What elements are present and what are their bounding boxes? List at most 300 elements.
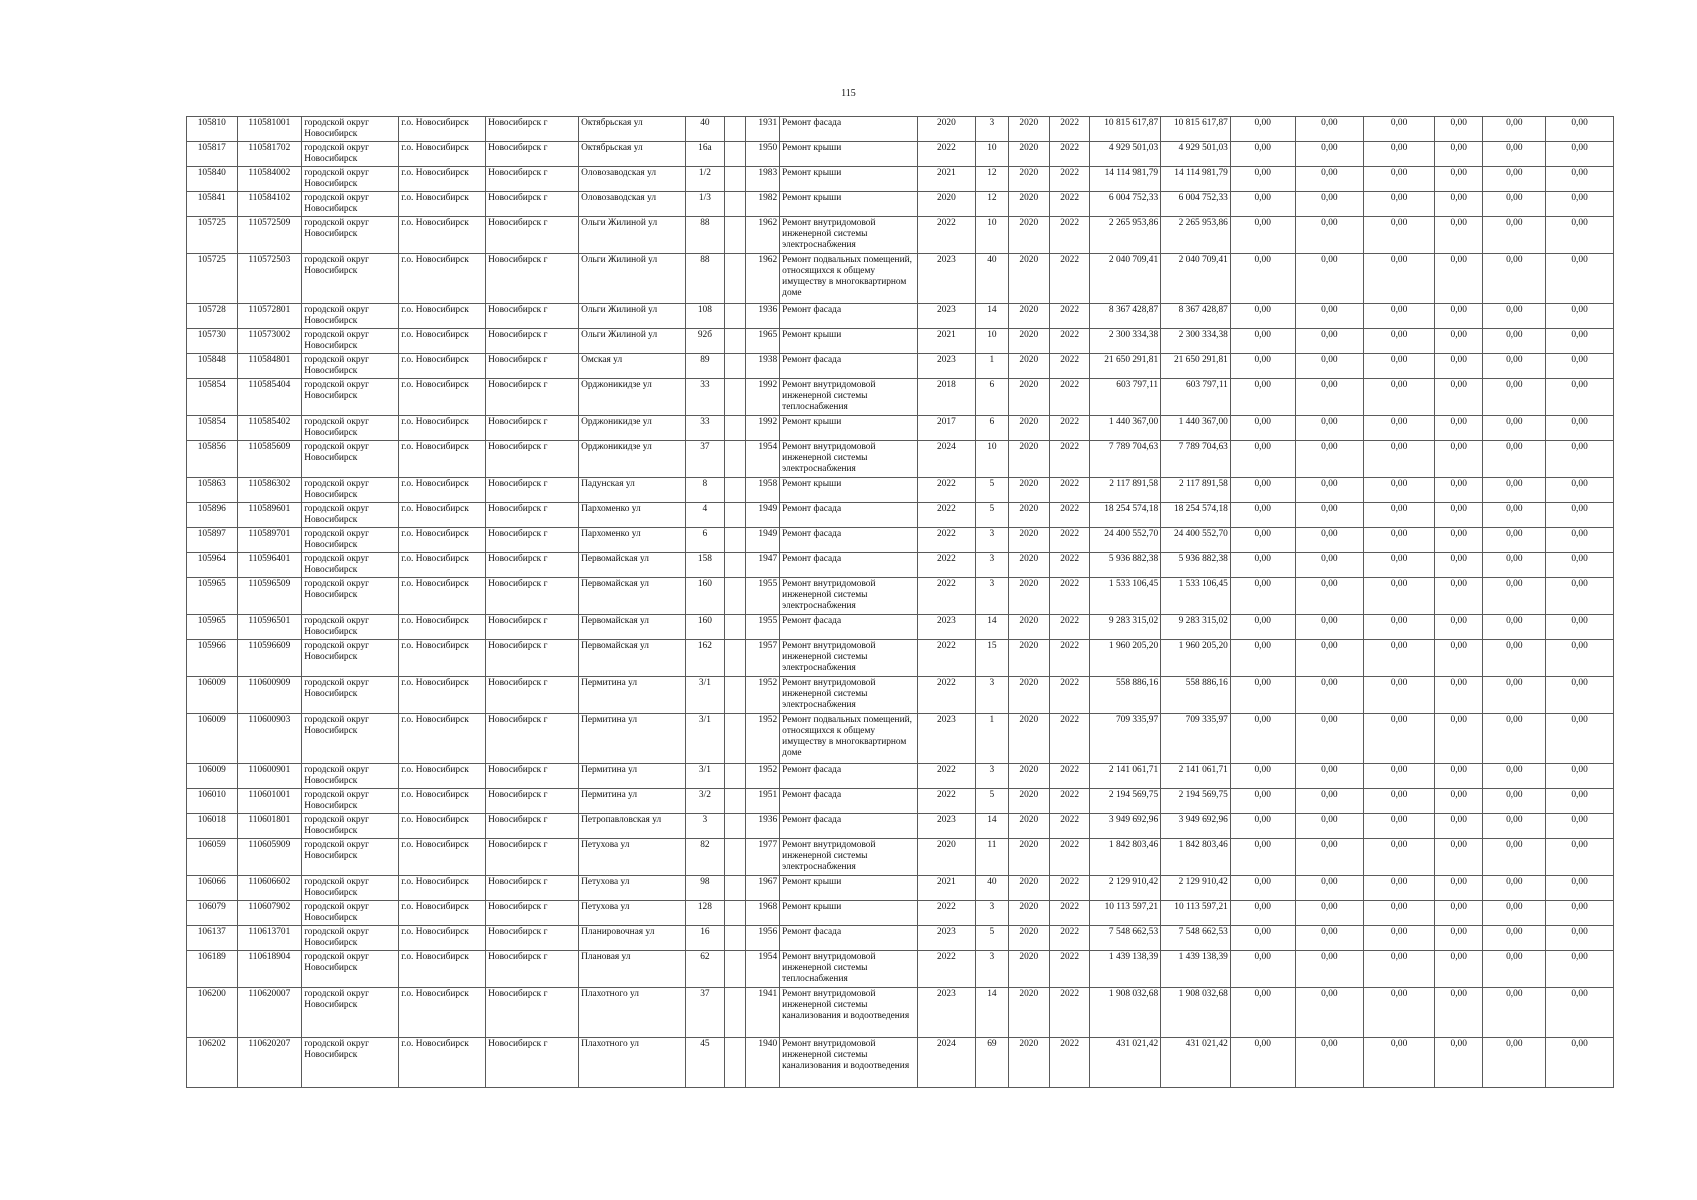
table-row	[187, 528, 1614, 553]
row-value-5: 0,00	[1483, 764, 1546, 789]
row-city: Новосибирск г	[486, 578, 579, 615]
row-cost-total: 24 400 552,70	[1161, 528, 1231, 553]
row-value-5: 0,00	[1483, 839, 1546, 876]
table-row	[187, 379, 1614, 416]
row-extra	[724, 578, 745, 615]
table-row	[187, 354, 1614, 379]
row-city-area: г.о. Новосибирск	[399, 117, 486, 142]
row-cost: 9 283 315,02	[1090, 615, 1161, 640]
row-work-type: Ремонт внутридомовой инженерной системы электроснабжения	[780, 217, 917, 254]
row-house: 37	[686, 441, 724, 478]
row-code: 110584002	[237, 167, 302, 192]
row-plan-year: 2021	[917, 167, 976, 192]
row-work-type: Ремонт подвальных помещений, относящихся к общему имуществу в многоквартирном доме	[780, 714, 917, 764]
row-code: 110572503	[237, 254, 302, 304]
row-build-year: 1940	[745, 1038, 779, 1088]
row-value-1: 0,00	[1230, 1038, 1295, 1088]
row-work-type: Ремонт крыши	[780, 192, 917, 217]
row-street: Ольги Жилиной ул	[579, 254, 686, 304]
row-house: 128	[686, 901, 724, 926]
row-number: 12	[976, 167, 1008, 192]
row-plan-year: 2022	[917, 789, 976, 814]
row-value-2: 0,00	[1295, 640, 1364, 677]
capital-repair-table	[186, 116, 1614, 1088]
row-plan-year: 2021	[917, 329, 976, 354]
table-row	[187, 441, 1614, 478]
row-cost: 21 650 291,81	[1090, 354, 1161, 379]
row-value-5: 0,00	[1483, 354, 1546, 379]
table-row	[187, 988, 1614, 1038]
row-value-1: 0,00	[1230, 192, 1295, 217]
row-value-4: 0,00	[1434, 503, 1483, 528]
row-district: городской округ Новосибирск	[302, 117, 399, 142]
row-value-4: 0,00	[1434, 926, 1483, 951]
row-number: 40	[976, 254, 1008, 304]
row-value-1: 0,00	[1230, 876, 1295, 901]
row-value-4: 0,00	[1434, 441, 1483, 478]
row-extra	[724, 1038, 745, 1088]
row-id: 105896	[187, 503, 238, 528]
row-year-start: 2020	[1008, 217, 1049, 254]
row-value-1: 0,00	[1230, 441, 1295, 478]
row-number: 69	[976, 1038, 1008, 1088]
row-value-4: 0,00	[1434, 217, 1483, 254]
row-city-area: г.о. Новосибирск	[399, 901, 486, 926]
row-year-start: 2020	[1008, 1038, 1049, 1088]
row-year-end: 2022	[1049, 764, 1089, 789]
row-cost: 2 117 891,58	[1090, 478, 1161, 503]
row-cost-total: 10 113 597,21	[1161, 901, 1231, 926]
row-year-end: 2022	[1049, 901, 1089, 926]
row-id: 105863	[187, 478, 238, 503]
row-value-4: 0,00	[1434, 553, 1483, 578]
row-plan-year: 2022	[917, 578, 976, 615]
row-value-5: 0,00	[1483, 528, 1546, 553]
row-city-area: г.о. Новосибирск	[399, 416, 486, 441]
row-cost: 5 936 882,38	[1090, 553, 1161, 578]
row-city: Новосибирск г	[486, 764, 579, 789]
row-value-6: 0,00	[1546, 640, 1614, 677]
row-city-area: г.о. Новосибирск	[399, 254, 486, 304]
row-value-2: 0,00	[1295, 478, 1364, 503]
row-extra	[724, 640, 745, 677]
row-cost: 1 440 367,00	[1090, 416, 1161, 441]
row-plan-year: 2022	[917, 217, 976, 254]
row-cost: 2 129 910,42	[1090, 876, 1161, 901]
row-city: Новосибирск г	[486, 117, 579, 142]
row-year-start: 2020	[1008, 677, 1049, 714]
row-year-end: 2022	[1049, 354, 1089, 379]
row-id: 105728	[187, 304, 238, 329]
row-number: 10	[976, 329, 1008, 354]
row-value-6: 0,00	[1546, 951, 1614, 988]
row-house: 8	[686, 478, 724, 503]
row-value-3: 0,00	[1364, 901, 1435, 926]
row-year-start: 2020	[1008, 615, 1049, 640]
row-city: Новосибирск г	[486, 142, 579, 167]
row-city-area: г.о. Новосибирск	[399, 503, 486, 528]
row-value-4: 0,00	[1434, 254, 1483, 304]
row-street: Петухова ул	[579, 901, 686, 926]
row-year-start: 2020	[1008, 814, 1049, 839]
row-cost: 18 254 574,18	[1090, 503, 1161, 528]
row-district: городской округ Новосибирск	[302, 926, 399, 951]
row-street: Планировочная ул	[579, 926, 686, 951]
row-value-3: 0,00	[1364, 528, 1435, 553]
row-code: 110613701	[237, 926, 302, 951]
row-year-end: 2022	[1049, 254, 1089, 304]
row-cost-total: 6 004 752,33	[1161, 192, 1231, 217]
row-year-end: 2022	[1049, 553, 1089, 578]
row-number: 5	[976, 926, 1008, 951]
row-year-start: 2020	[1008, 329, 1049, 354]
row-value-6: 0,00	[1546, 901, 1614, 926]
row-value-4: 0,00	[1434, 1038, 1483, 1088]
row-id: 106066	[187, 876, 238, 901]
row-id: 106200	[187, 988, 238, 1038]
row-value-6: 0,00	[1546, 714, 1614, 764]
row-year-start: 2020	[1008, 117, 1049, 142]
row-district: городской округ Новосибирск	[302, 354, 399, 379]
row-value-1: 0,00	[1230, 354, 1295, 379]
row-value-3: 0,00	[1364, 615, 1435, 640]
row-year-start: 2020	[1008, 764, 1049, 789]
row-city: Новосибирск г	[486, 441, 579, 478]
row-value-4: 0,00	[1434, 988, 1483, 1038]
row-city: Новосибирск г	[486, 640, 579, 677]
row-district: городской округ Новосибирск	[302, 814, 399, 839]
row-cost-total: 1 439 138,39	[1161, 951, 1231, 988]
row-value-3: 0,00	[1364, 167, 1435, 192]
row-value-1: 0,00	[1230, 901, 1295, 926]
row-value-2: 0,00	[1295, 254, 1364, 304]
row-value-3: 0,00	[1364, 926, 1435, 951]
row-value-6: 0,00	[1546, 988, 1614, 1038]
row-city-area: г.о. Новосибирск	[399, 876, 486, 901]
row-value-5: 0,00	[1483, 416, 1546, 441]
row-year-end: 2022	[1049, 304, 1089, 329]
row-cost: 709 335,97	[1090, 714, 1161, 764]
row-district: городской округ Новосибирск	[302, 304, 399, 329]
row-value-4: 0,00	[1434, 142, 1483, 167]
row-build-year: 1936	[745, 304, 779, 329]
row-year-start: 2020	[1008, 441, 1049, 478]
row-id: 105854	[187, 416, 238, 441]
row-year-start: 2020	[1008, 167, 1049, 192]
row-value-1: 0,00	[1230, 640, 1295, 677]
row-house: 3/1	[686, 677, 724, 714]
row-value-4: 0,00	[1434, 814, 1483, 839]
row-number: 5	[976, 789, 1008, 814]
row-number: 3	[976, 677, 1008, 714]
row-year-end: 2022	[1049, 988, 1089, 1038]
row-value-4: 0,00	[1434, 714, 1483, 764]
row-code: 110606602	[237, 876, 302, 901]
row-year-end: 2022	[1049, 1038, 1089, 1088]
row-cost: 1 439 138,39	[1090, 951, 1161, 988]
row-city: Новосибирск г	[486, 416, 579, 441]
row-work-type: Ремонт крыши	[780, 901, 917, 926]
row-value-5: 0,00	[1483, 677, 1546, 714]
row-house: 3/1	[686, 764, 724, 789]
row-year-end: 2022	[1049, 329, 1089, 354]
row-value-1: 0,00	[1230, 677, 1295, 714]
row-work-type: Ремонт внутридомовой инженерной системы электроснабжения	[780, 640, 917, 677]
row-plan-year: 2023	[917, 254, 976, 304]
row-street: Оловозаводская ул	[579, 192, 686, 217]
row-district: городской округ Новосибирск	[302, 714, 399, 764]
row-value-1: 0,00	[1230, 304, 1295, 329]
row-year-start: 2020	[1008, 714, 1049, 764]
row-value-2: 0,00	[1295, 1038, 1364, 1088]
row-value-6: 0,00	[1546, 789, 1614, 814]
row-extra	[724, 329, 745, 354]
row-value-3: 0,00	[1364, 379, 1435, 416]
row-value-1: 0,00	[1230, 951, 1295, 988]
row-id: 106010	[187, 789, 238, 814]
row-city: Новосибирск г	[486, 926, 579, 951]
row-value-5: 0,00	[1483, 192, 1546, 217]
row-build-year: 1955	[745, 615, 779, 640]
row-code: 110589601	[237, 503, 302, 528]
table-row	[187, 578, 1614, 615]
row-value-5: 0,00	[1483, 640, 1546, 677]
row-city: Новосибирск г	[486, 354, 579, 379]
row-street: Пермитина ул	[579, 714, 686, 764]
row-value-1: 0,00	[1230, 379, 1295, 416]
row-cost: 2 040 709,41	[1090, 254, 1161, 304]
row-value-4: 0,00	[1434, 789, 1483, 814]
row-extra	[724, 876, 745, 901]
row-value-2: 0,00	[1295, 578, 1364, 615]
row-street: Ольги Жилиной ул	[579, 304, 686, 329]
row-city-area: г.о. Новосибирск	[399, 304, 486, 329]
row-extra	[724, 441, 745, 478]
row-value-3: 0,00	[1364, 789, 1435, 814]
row-cost-total: 603 797,11	[1161, 379, 1231, 416]
row-value-1: 0,00	[1230, 926, 1295, 951]
row-value-6: 0,00	[1546, 503, 1614, 528]
row-value-6: 0,00	[1546, 839, 1614, 876]
row-work-type: Ремонт фасада	[780, 117, 917, 142]
row-work-type: Ремонт внутридомовой инженерной системы теплоснабжения	[780, 951, 917, 988]
row-plan-year: 2023	[917, 988, 976, 1038]
row-cost-total: 3 949 692,96	[1161, 814, 1231, 839]
row-year-end: 2022	[1049, 217, 1089, 254]
row-city-area: г.о. Новосибирск	[399, 951, 486, 988]
row-house: 158	[686, 553, 724, 578]
row-street: Первомайская ул	[579, 640, 686, 677]
row-city-area: г.о. Новосибирск	[399, 192, 486, 217]
row-value-2: 0,00	[1295, 217, 1364, 254]
row-cost: 1 960 205,20	[1090, 640, 1161, 677]
row-value-2: 0,00	[1295, 354, 1364, 379]
row-value-2: 0,00	[1295, 142, 1364, 167]
table-row	[187, 167, 1614, 192]
row-extra	[724, 553, 745, 578]
row-value-3: 0,00	[1364, 217, 1435, 254]
row-city-area: г.о. Новосибирск	[399, 217, 486, 254]
row-code: 110620007	[237, 988, 302, 1038]
row-value-3: 0,00	[1364, 329, 1435, 354]
row-value-6: 0,00	[1546, 876, 1614, 901]
row-year-end: 2022	[1049, 876, 1089, 901]
row-plan-year: 2024	[917, 441, 976, 478]
row-number: 10	[976, 217, 1008, 254]
row-value-5: 0,00	[1483, 578, 1546, 615]
row-extra	[724, 528, 745, 553]
row-value-3: 0,00	[1364, 117, 1435, 142]
row-value-4: 0,00	[1434, 677, 1483, 714]
table-row	[187, 304, 1614, 329]
row-value-1: 0,00	[1230, 578, 1295, 615]
row-house: 16а	[686, 142, 724, 167]
row-code: 110572801	[237, 304, 302, 329]
row-extra	[724, 839, 745, 876]
row-plan-year: 2020	[917, 117, 976, 142]
row-house: 37	[686, 988, 724, 1038]
row-code: 110596501	[237, 615, 302, 640]
row-build-year: 1941	[745, 988, 779, 1038]
row-district: городской округ Новосибирск	[302, 329, 399, 354]
row-value-3: 0,00	[1364, 553, 1435, 578]
row-cost-total: 2 194 569,75	[1161, 789, 1231, 814]
row-street: Октябрьская ул	[579, 117, 686, 142]
row-city: Новосибирск г	[486, 901, 579, 926]
row-work-type: Ремонт фасада	[780, 528, 917, 553]
row-year-start: 2020	[1008, 789, 1049, 814]
row-build-year: 1947	[745, 553, 779, 578]
row-value-3: 0,00	[1364, 677, 1435, 714]
row-year-start: 2020	[1008, 354, 1049, 379]
row-value-1: 0,00	[1230, 789, 1295, 814]
row-city: Новосибирск г	[486, 329, 579, 354]
row-extra	[724, 951, 745, 988]
row-street: Ольги Жилиной ул	[579, 217, 686, 254]
row-city: Новосибирск г	[486, 714, 579, 764]
row-build-year: 1957	[745, 640, 779, 677]
row-build-year: 1952	[745, 714, 779, 764]
row-number: 1	[976, 354, 1008, 379]
row-build-year: 1950	[745, 142, 779, 167]
row-street: Орджоникидзе ул	[579, 441, 686, 478]
row-value-6: 0,00	[1546, 379, 1614, 416]
row-extra	[724, 503, 745, 528]
row-cost-total: 7 548 662,53	[1161, 926, 1231, 951]
row-cost: 431 021,42	[1090, 1038, 1161, 1088]
row-id: 106059	[187, 839, 238, 876]
table-row	[187, 117, 1614, 142]
row-id: 105964	[187, 553, 238, 578]
row-work-type: Ремонт фасада	[780, 764, 917, 789]
row-city-area: г.о. Новосибирск	[399, 764, 486, 789]
row-plan-year: 2022	[917, 764, 976, 789]
row-code: 110584102	[237, 192, 302, 217]
row-value-4: 0,00	[1434, 528, 1483, 553]
row-code: 110585404	[237, 379, 302, 416]
row-number: 3	[976, 528, 1008, 553]
row-id: 105966	[187, 640, 238, 677]
row-value-6: 0,00	[1546, 478, 1614, 503]
row-number: 14	[976, 814, 1008, 839]
table-row	[187, 478, 1614, 503]
row-cost: 1 908 032,68	[1090, 988, 1161, 1038]
row-number: 3	[976, 901, 1008, 926]
row-city: Новосибирск г	[486, 528, 579, 553]
row-plan-year: 2022	[917, 677, 976, 714]
row-cost-total: 9 283 315,02	[1161, 615, 1231, 640]
row-work-type: Ремонт фасада	[780, 814, 917, 839]
row-number: 3	[976, 117, 1008, 142]
row-value-4: 0,00	[1434, 478, 1483, 503]
row-value-6: 0,00	[1546, 615, 1614, 640]
row-value-4: 0,00	[1434, 615, 1483, 640]
row-value-4: 0,00	[1434, 578, 1483, 615]
row-value-1: 0,00	[1230, 714, 1295, 764]
row-work-type: Ремонт фасада	[780, 615, 917, 640]
row-district: городской округ Новосибирск	[302, 677, 399, 714]
row-value-3: 0,00	[1364, 951, 1435, 988]
row-cost: 10 113 597,21	[1090, 901, 1161, 926]
row-value-6: 0,00	[1546, 192, 1614, 217]
row-plan-year: 2022	[917, 951, 976, 988]
row-year-start: 2020	[1008, 640, 1049, 677]
row-build-year: 1949	[745, 528, 779, 553]
row-id: 105840	[187, 167, 238, 192]
row-cost-total: 18 254 574,18	[1161, 503, 1231, 528]
row-extra	[724, 217, 745, 254]
row-value-3: 0,00	[1364, 142, 1435, 167]
row-id: 105817	[187, 142, 238, 167]
table-row	[187, 839, 1614, 876]
row-cost: 10 815 617,87	[1090, 117, 1161, 142]
row-value-3: 0,00	[1364, 254, 1435, 304]
row-district: городской округ Новосибирск	[302, 416, 399, 441]
row-street: Падунская ул	[579, 478, 686, 503]
row-city-area: г.о. Новосибирск	[399, 926, 486, 951]
row-number: 3	[976, 553, 1008, 578]
row-year-end: 2022	[1049, 142, 1089, 167]
row-house: 160	[686, 578, 724, 615]
row-code: 110600903	[237, 714, 302, 764]
row-code: 110584801	[237, 354, 302, 379]
row-value-5: 0,00	[1483, 304, 1546, 329]
row-value-4: 0,00	[1434, 901, 1483, 926]
row-code: 110573002	[237, 329, 302, 354]
row-city: Новосибирск г	[486, 553, 579, 578]
row-year-end: 2022	[1049, 192, 1089, 217]
row-value-2: 0,00	[1295, 117, 1364, 142]
row-district: городской округ Новосибирск	[302, 528, 399, 553]
row-value-4: 0,00	[1434, 354, 1483, 379]
row-build-year: 1956	[745, 926, 779, 951]
row-value-2: 0,00	[1295, 876, 1364, 901]
row-city: Новосибирск г	[486, 951, 579, 988]
row-value-3: 0,00	[1364, 478, 1435, 503]
row-street: Плахотного ул	[579, 988, 686, 1038]
row-code: 110596401	[237, 553, 302, 578]
row-value-4: 0,00	[1434, 764, 1483, 789]
row-value-2: 0,00	[1295, 503, 1364, 528]
row-id: 106189	[187, 951, 238, 988]
row-district: городской округ Новосибирск	[302, 901, 399, 926]
row-year-end: 2022	[1049, 714, 1089, 764]
row-house: 33	[686, 416, 724, 441]
row-value-1: 0,00	[1230, 764, 1295, 789]
row-build-year: 1938	[745, 354, 779, 379]
row-value-1: 0,00	[1230, 254, 1295, 304]
row-year-start: 2020	[1008, 988, 1049, 1038]
